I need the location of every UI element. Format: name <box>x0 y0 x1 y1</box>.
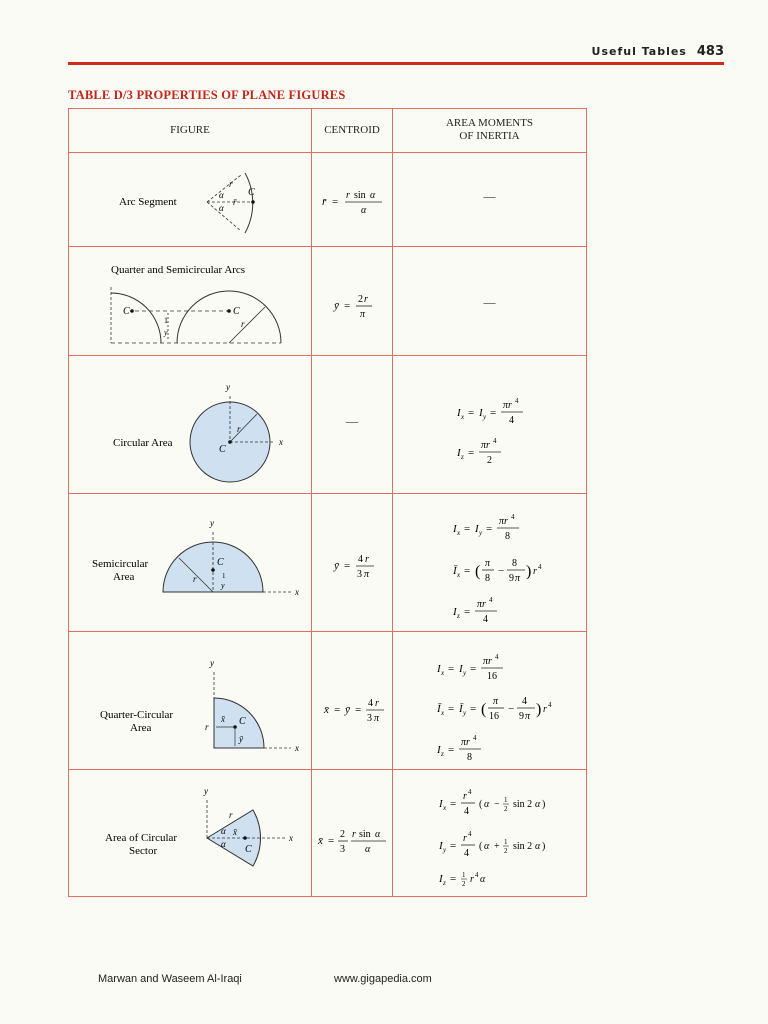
semicircular-area-inertia <box>393 494 586 631</box>
row-label: Quarter and Semicircular Arcs <box>111 264 246 276</box>
svg-text:r: r <box>463 791 467 802</box>
svg-text:r: r <box>237 424 241 434</box>
svg-text:α: α <box>484 841 490 852</box>
svg-text:4: 4 <box>522 696 527 707</box>
svg-text:4: 4 <box>475 871 479 879</box>
svg-text:α: α <box>361 205 367 216</box>
svg-text:π: π <box>515 573 521 584</box>
svg-text:sin 2: sin 2 <box>513 841 533 852</box>
svg-text:y: y <box>221 581 225 590</box>
svg-text:α: α <box>370 190 376 201</box>
svg-text:y: y <box>164 328 168 337</box>
circular-area-figure <box>69 356 311 493</box>
svg-text:=: = <box>464 606 471 618</box>
svg-text:Ī: Ī <box>453 565 457 577</box>
svg-text:=: = <box>490 407 497 419</box>
svg-text:(: ( <box>475 563 481 580</box>
svg-text:=: = <box>486 523 493 535</box>
row-label-2: Area <box>130 722 152 734</box>
svg-text:1: 1 <box>222 572 226 580</box>
svg-text:x̄: x̄ <box>221 714 225 724</box>
svg-text:x̄: x̄ <box>233 827 237 837</box>
row-label-1: Quarter-Circular <box>100 709 174 721</box>
svg-text:sin: sin <box>354 190 366 201</box>
svg-text:x: x <box>289 833 293 843</box>
svg-text:r: r <box>229 810 233 820</box>
svg-text:r: r <box>193 574 197 584</box>
circular-sector-inertia <box>393 770 586 896</box>
svg-text:C: C <box>123 306 130 317</box>
page-number: 483 <box>696 44 724 59</box>
svg-text:y: y <box>443 846 447 854</box>
table-title: TABLE D/3 PROPERTIES OF PLANE FIGURES <box>68 88 346 102</box>
svg-text:x̄: x̄ <box>324 704 329 716</box>
svg-text:C: C <box>245 844 252 855</box>
svg-text:y: y <box>210 658 214 668</box>
svg-text:I: I <box>457 407 461 419</box>
svg-text:=: = <box>448 663 455 675</box>
svg-text:I: I <box>459 663 463 675</box>
svg-text:sin 2: sin 2 <box>513 799 533 810</box>
svg-text:Ī: Ī <box>459 703 463 715</box>
svg-text:r: r <box>352 829 356 840</box>
svg-text:8: 8 <box>512 558 517 569</box>
svg-text:y: y <box>479 529 483 537</box>
svg-text:y: y <box>463 709 467 717</box>
svg-text:I: I <box>453 606 457 618</box>
svg-text:1: 1 <box>504 838 508 846</box>
svg-text:x: x <box>441 709 445 717</box>
svg-text:r̄: r̄ <box>322 196 327 208</box>
svg-text:4: 4 <box>511 513 515 521</box>
svg-text:ȳ: ȳ <box>334 560 339 572</box>
quarter-circular-area-figure <box>69 632 311 769</box>
svg-text:(: ( <box>481 701 487 718</box>
svg-text:4: 4 <box>473 734 477 742</box>
header-figure: FIGURE <box>170 124 210 136</box>
svg-text:8: 8 <box>467 752 472 763</box>
svg-text:(: ( <box>479 799 483 810</box>
svg-text:x: x <box>295 743 299 753</box>
svg-text:z: z <box>443 879 446 887</box>
header-rule <box>68 62 724 65</box>
svg-text:3: 3 <box>367 713 372 724</box>
svg-text:r: r <box>346 190 350 201</box>
circular-sector-centroid <box>312 770 392 896</box>
svg-text:4: 4 <box>495 653 499 661</box>
svg-text:I: I <box>457 447 461 459</box>
svg-text:r: r <box>533 566 537 577</box>
header-inertia <box>393 109 586 152</box>
svg-text:I: I <box>439 840 443 852</box>
table-row <box>69 770 586 896</box>
svg-text:2: 2 <box>504 847 508 855</box>
svg-text:C: C <box>239 716 246 727</box>
svg-text:α: α <box>484 799 490 810</box>
svg-text:y: y <box>210 518 214 528</box>
arcs-figure <box>69 247 311 355</box>
svg-text:I: I <box>437 663 441 675</box>
svg-text:πr: πr <box>481 440 490 451</box>
svg-text:C: C <box>217 557 224 568</box>
svg-text:z: z <box>457 612 460 620</box>
row-label-2: Sector <box>129 845 158 857</box>
svg-text:α: α <box>219 203 224 213</box>
header-centroid: CENTROID <box>324 124 380 136</box>
svg-text:α: α <box>375 829 381 840</box>
svg-text:C: C <box>219 444 226 455</box>
svg-text:=: = <box>344 300 351 312</box>
table-row <box>69 153 586 247</box>
table-row <box>69 632 586 770</box>
svg-text:r: r <box>375 698 379 709</box>
svg-text:r: r <box>365 554 369 565</box>
svg-text:r: r <box>543 704 547 715</box>
header-inertia-line2: OF INERTIA <box>459 130 520 142</box>
quarter-circular-area-inertia <box>393 632 586 769</box>
circular-area-centroid: — <box>346 414 358 428</box>
svg-text:16: 16 <box>489 711 499 722</box>
svg-text:3: 3 <box>357 569 362 580</box>
svg-text:=: = <box>328 835 335 847</box>
svg-text:4: 4 <box>468 830 472 838</box>
svg-text:): ) <box>542 799 546 810</box>
table-header-row <box>69 109 586 153</box>
svg-text:π: π <box>364 569 370 580</box>
svg-text:x: x <box>279 437 283 447</box>
svg-text:C: C <box>248 187 255 198</box>
svg-text:+: + <box>494 841 500 852</box>
svg-text:(: ( <box>479 841 483 852</box>
svg-text:πr: πr <box>503 400 512 411</box>
svg-text:z: z <box>441 750 444 758</box>
row-label: Circular Area <box>113 437 173 449</box>
svg-text:=: = <box>332 196 339 208</box>
svg-text:2: 2 <box>340 829 345 840</box>
svg-text:π: π <box>493 696 499 707</box>
svg-text:π: π <box>525 711 531 722</box>
svg-text:=: = <box>334 704 341 716</box>
svg-text:3: 3 <box>340 844 345 855</box>
svg-text:α: α <box>535 841 541 852</box>
footer-author: Marwan and Waseem Al-Iraqi <box>98 973 242 985</box>
svg-text:πr: πr <box>461 737 470 748</box>
circular-sector-figure <box>69 770 311 896</box>
svg-text:Ī: Ī <box>437 703 441 715</box>
svg-text:α: α <box>221 826 226 836</box>
svg-text:1: 1 <box>164 316 168 325</box>
running-head-title: Useful Tables <box>591 45 687 58</box>
svg-text:8: 8 <box>505 531 510 542</box>
svg-text:x: x <box>441 669 445 677</box>
svg-text:1: 1 <box>462 871 466 879</box>
svg-text:r: r <box>364 294 368 305</box>
svg-text:=: = <box>450 873 457 885</box>
svg-text:=: = <box>448 744 455 756</box>
svg-text:α: α <box>480 874 486 885</box>
svg-text:ȳ: ȳ <box>239 734 243 744</box>
svg-text:4: 4 <box>464 806 469 817</box>
svg-text:=: = <box>470 663 477 675</box>
svg-text:πr: πr <box>483 656 492 667</box>
svg-text:r: r <box>205 722 209 732</box>
svg-text:2: 2 <box>462 880 466 888</box>
svg-text:r: r <box>463 833 467 844</box>
svg-text:=: = <box>355 704 362 716</box>
svg-text:16: 16 <box>487 671 497 682</box>
svg-text:I: I <box>437 744 441 756</box>
svg-text:ȳ: ȳ <box>345 704 350 716</box>
svg-text:4: 4 <box>493 437 497 445</box>
row-label-2: Area <box>113 571 135 583</box>
svg-text:8: 8 <box>485 573 490 584</box>
svg-text:π: π <box>360 309 366 320</box>
svg-text:=: = <box>464 565 471 577</box>
svg-text:4: 4 <box>548 701 552 709</box>
properties-table <box>68 108 587 897</box>
arcs-centroid <box>312 247 392 355</box>
table-row <box>69 247 586 356</box>
svg-text:): ) <box>526 563 532 580</box>
svg-text:y: y <box>463 669 467 677</box>
svg-text:y: y <box>483 413 487 421</box>
svg-text:1: 1 <box>504 796 508 804</box>
svg-text:x: x <box>457 571 461 579</box>
svg-text:y: y <box>226 382 230 392</box>
svg-text:I: I <box>439 873 443 885</box>
svg-text:=: = <box>464 523 471 535</box>
svg-text:πr: πr <box>477 599 486 610</box>
svg-text:2: 2 <box>487 455 492 466</box>
svg-text:x: x <box>457 529 461 537</box>
svg-text:2: 2 <box>358 294 363 305</box>
footer-link[interactable]: www.gigapedia.com <box>334 973 432 985</box>
svg-text:−: − <box>498 565 505 577</box>
svg-text:4: 4 <box>509 415 514 426</box>
svg-text:2: 2 <box>504 805 508 813</box>
svg-text:I: I <box>453 523 457 535</box>
svg-text:): ) <box>536 701 542 718</box>
svg-text:−: − <box>494 799 500 810</box>
svg-text:r: r <box>229 179 233 189</box>
semicircular-area-figure <box>69 494 311 631</box>
svg-text:I: I <box>475 523 479 535</box>
svg-text:=: = <box>450 798 457 810</box>
svg-text:4: 4 <box>483 614 488 625</box>
svg-text:πr: πr <box>499 516 508 527</box>
row-label-1: Semicircular <box>92 558 149 570</box>
svg-text:y: y <box>204 786 208 796</box>
circular-area-inertia <box>393 356 586 493</box>
svg-text:=: = <box>468 407 475 419</box>
svg-text:ȳ: ȳ <box>334 300 339 312</box>
quarter-circular-area-centroid <box>312 632 392 769</box>
svg-text:=: = <box>448 703 455 715</box>
svg-text:4: 4 <box>538 563 542 571</box>
svg-text:=: = <box>468 447 475 459</box>
svg-text:=: = <box>470 703 477 715</box>
svg-text:I: I <box>479 407 483 419</box>
svg-text:4: 4 <box>515 397 519 405</box>
svg-text:r̄: r̄ <box>233 197 237 207</box>
row-label: Arc Segment <box>119 196 177 208</box>
svg-text:C: C <box>233 306 240 317</box>
svg-text:4: 4 <box>489 596 493 604</box>
svg-text:α: α <box>219 190 224 200</box>
svg-text:=: = <box>344 560 351 572</box>
running-head <box>592 44 724 59</box>
semicircular-area-centroid <box>312 494 392 631</box>
table-row <box>69 356 586 494</box>
arc-segment-inertia: — <box>483 189 496 203</box>
arc-segment-centroid <box>312 153 392 246</box>
svg-text:z: z <box>461 453 464 461</box>
svg-text:x: x <box>295 587 299 597</box>
row-label-1: Area of Circular <box>105 832 178 844</box>
svg-text:4: 4 <box>468 788 472 796</box>
header-inertia-line1: AREA MOMENTS <box>445 117 534 129</box>
svg-text:sin: sin <box>359 829 371 840</box>
svg-text:4: 4 <box>368 698 373 709</box>
svg-text:α: α <box>535 799 541 810</box>
svg-text:): ) <box>542 841 546 852</box>
arc-segment-figure <box>69 153 311 246</box>
svg-text:−: − <box>508 703 515 715</box>
svg-text:r: r <box>241 319 245 329</box>
svg-text:4: 4 <box>358 554 363 565</box>
svg-text:4: 4 <box>464 848 469 859</box>
svg-text:=: = <box>450 840 457 852</box>
svg-text:x: x <box>461 413 465 421</box>
svg-text:r: r <box>470 874 474 885</box>
svg-text:α: α <box>221 839 226 849</box>
svg-text:x̄: x̄ <box>318 835 323 847</box>
table-row <box>69 494 586 632</box>
svg-text:9: 9 <box>509 573 514 584</box>
arcs-inertia: — <box>483 295 496 309</box>
svg-text:I: I <box>439 798 443 810</box>
svg-text:π: π <box>374 713 380 724</box>
svg-text:x: x <box>443 804 447 812</box>
svg-text:α: α <box>365 844 371 855</box>
svg-text:π: π <box>485 558 491 569</box>
svg-text:9: 9 <box>519 711 524 722</box>
